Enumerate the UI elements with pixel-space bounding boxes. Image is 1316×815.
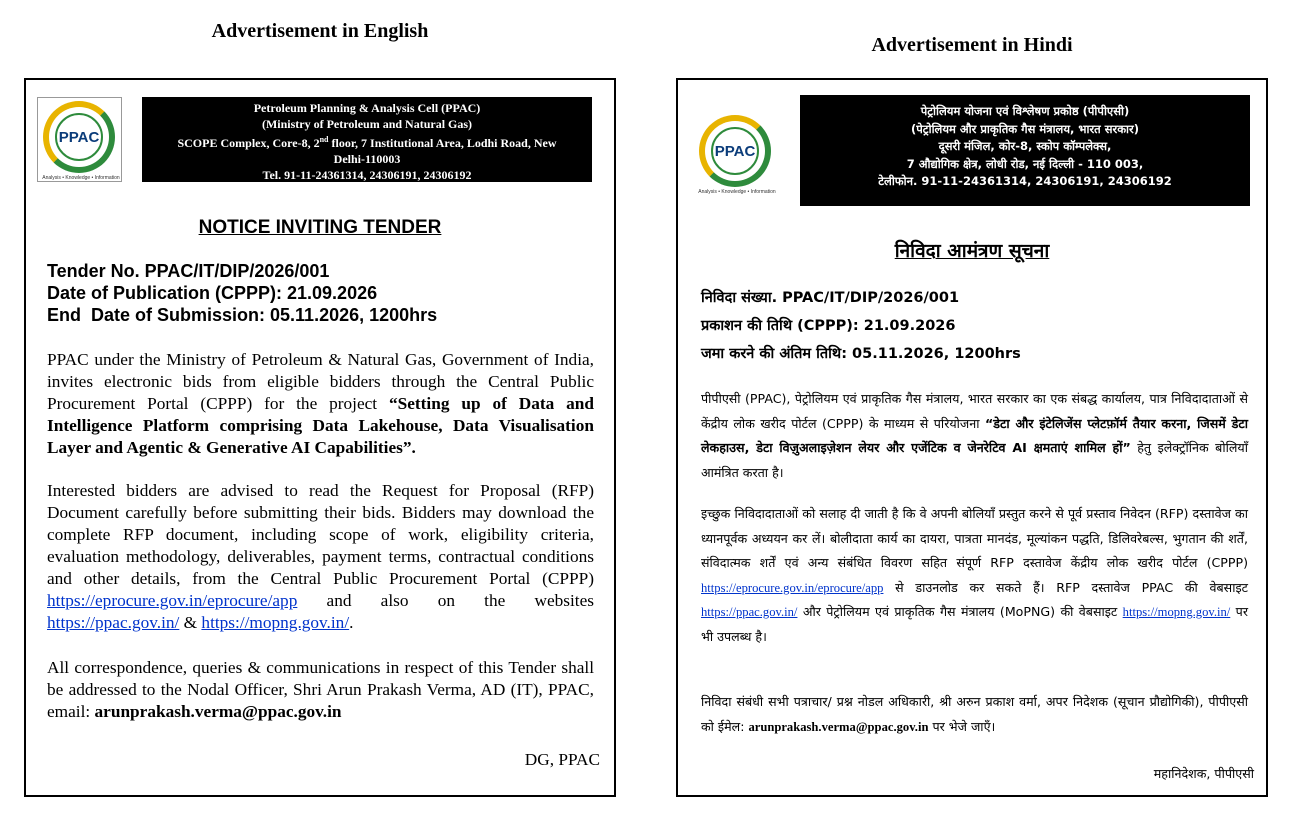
paragraph-rfp: Interested bidders are advised to read the Request for Proposal (RFP) Document carefully before submitting their bids. Bidders may download the complete RFP document, including scope of work, eligibility criteria, evaluation methodology, deliverables, payment terms, contractual conditions and other details, from the Central Public Procurement Portal (CPPP) https://eprocure.gov.in/eprocure/app and also on the websites https://ppac.gov.in/ & https://mopng.gov.in/. bbox=[47, 481, 594, 632]
logo-tagline: Analysis • Knowledge • Information bbox=[698, 189, 776, 195]
caption-hindi: Advertisement in Hindi bbox=[871, 34, 1073, 56]
header-line: SCOPE Complex, Core-8, 2nd floor, 7 Institutional Area, Lodhi Road, New bbox=[177, 135, 557, 150]
ppac-logo bbox=[695, 113, 779, 197]
ppac-link[interactable]: https://ppac.gov.in/ bbox=[701, 605, 798, 619]
tender-details bbox=[701, 284, 1021, 368]
publication-date: Date of Publication (CPPP): 21.09.2026 bbox=[47, 283, 378, 303]
cppp-link[interactable]: https://eprocure.gov.in/eprocure/app bbox=[47, 591, 298, 610]
tender-number: Tender No. PPAC/IT/DIP/2026/001 bbox=[47, 261, 330, 281]
header-line: टेलीफोन. 91-11-24361314, 24306191, 24306192 bbox=[878, 174, 1172, 188]
organisation-header bbox=[800, 95, 1250, 206]
header-line: Petroleum Planning & Analysis Cell (PPAC) bbox=[253, 101, 481, 115]
notice-title: NOTICE INVITING TENDER bbox=[198, 217, 442, 238]
header-line: Delhi-110003 bbox=[333, 152, 401, 166]
submission-end-date: जमा करने की अंतिम तिथि: 05.11.2026, 1200hrs bbox=[701, 346, 1021, 362]
mopng-link[interactable]: https://mopng.gov.in/ bbox=[1122, 605, 1231, 619]
header-line: 7 औद्योगिक क्षेत्र, लोधी रोड, नई दिल्ली - 110 003, bbox=[906, 156, 1144, 171]
logo-ring bbox=[43, 101, 115, 173]
logo-text: PPAC bbox=[55, 113, 103, 161]
nodal-email: arunprakash.verma@ppac.gov.in bbox=[748, 719, 929, 734]
ppac-logo bbox=[39, 99, 123, 183]
logo-tagline: Analysis • Knowledge • Information bbox=[42, 175, 120, 181]
signature: DG, PPAC bbox=[524, 750, 600, 769]
organisation-header bbox=[142, 97, 592, 182]
header-line: दूसरी मंजिल, कोर-8, स्कोप कॉम्पलेक्स, bbox=[938, 139, 1112, 153]
paragraph-correspondence: निविदा संबंधी सभी पत्राचार/ प्रश्न नोडल अधिकारी, श्री अरुन प्रकाश वर्मा, अपर निदेशक (सूचान प्रौद्योगिकी), पीपीएसी को ईमेल: arunprakash.verma@ppac.gov.in पर भेजे जाएँ। bbox=[701, 694, 1248, 734]
notice-title: निविदा आमंत्रण सूचना bbox=[894, 240, 1050, 262]
ppac-link[interactable]: https://ppac.gov.in/ bbox=[47, 613, 180, 632]
tender-details bbox=[47, 260, 437, 326]
header-line: पेट्रोलियम योजना एवं विश्लेषण प्रकोष्ठ (पीपीएसी) bbox=[920, 104, 1130, 118]
header-line: (पेट्रोलियम और प्राकृतिक गैस मंत्रालय, भारत सरकार) bbox=[911, 121, 1139, 136]
nodal-email: arunprakash.verma@ppac.gov.in bbox=[94, 702, 342, 721]
cppp-link[interactable]: https://eprocure.gov.in/eprocure/app bbox=[701, 580, 884, 595]
logo-ring bbox=[699, 115, 771, 187]
paragraph-correspondence: All correspondence, queries & communications in respect of this Tender shall be addressed to the Nodal Officer, Shri Arun Prakash Verma, AD (IT), PPAC, email: arunprakash.verma@ppac.gov.in bbox=[47, 658, 594, 721]
paragraph-invitation: पीपीएसी (PPAC), पेट्रोलियम एवं प्राकृतिक गैस मंत्रालय, भारत सरकार का एक संबद्ध कार्यालय, पात्र निविदादाताओं से केंद्रीय लोक खरीद पोर्टल (CPPP) के माध्यम से परियोजना “डेटा और इंटेलिजेंस प्लेटफ़ॉर्म तैयार करना, जिसमें डेटा लेकहाउस, डेटा विज़ुअलाइज़ेशन लेयर और एजेंटिक व जेनरेटिव AI क्षमताएं शामिल हों” हेतु इलेक्ट्रॉनिक बोलियाँ आमंत्रित करता है। bbox=[701, 391, 1249, 480]
advertisement-hindi bbox=[676, 78, 1268, 797]
mopng-link[interactable]: https://mopng.gov.in/ bbox=[201, 613, 350, 632]
paragraph-invitation: PPAC under the Ministry of Petroleum & Natural Gas, Government of India, invites electronic bids from eligible bidders through the Central Public Procurement Portal (CPPP) for the project “Setting up of Data and Intelligence Platform comprising Data Lakehouse, Data Visualisation Layer and Agentic & Generative AI Capabilities”. bbox=[47, 350, 594, 457]
caption-english: Advertisement in English bbox=[211, 20, 429, 42]
signature: महानिदेशक, पीपीएसी bbox=[1153, 766, 1254, 781]
tender-number: निविदा संख्या. PPAC/IT/DIP/2026/001 bbox=[701, 290, 960, 306]
header-line: (Ministry of Petroleum and Natural Gas) bbox=[261, 117, 473, 131]
logo-text: PPAC bbox=[711, 127, 759, 175]
submission-end-date: End Date of Submission: 05.11.2026, 1200hrs bbox=[47, 305, 438, 325]
header-line: Tel. 91-11-24361314, 24306191, 24306192 bbox=[262, 168, 472, 182]
advertisement-english bbox=[24, 78, 616, 797]
paragraph-rfp: इच्छुक निविदादाताओं को सलाह दी जाती है कि वे अपनी बोलियाँ प्रस्तुत करने से पूर्व प्रस्ताव निवेदन (RFP) दस्तावेज का ध्यानपूर्वक अध्ययन कर लें। बोलीदाता कार्य का दायरा, पात्रता मानदंड, मूल्यांकन पद्धति, डिलिवरेबल्स, भुगतान की शर्तें, संविदात्मक शर्तें एवं अन्य संबंधित विवरण सहित संपूर्ण RFP दस्तावेज केंद्रीय लोक खरीद पोर्टल (CPPP) https://eprocure.gov.in/eprocure/app से डाउनलोड कर सकते हैं। RFP दस्तावेज PPAC की वेबसाइट https://ppac.gov.in/ और पेट्रोलियम एवं प्राकृतिक गैस मंत्रालय (MoPNG) की वेबसाइट https://mopng.gov.in/ पर भी उपलब्ध है। bbox=[701, 506, 1248, 644]
publication-date: प्रकाशन की तिथि (CPPP): 21.09.2026 bbox=[701, 318, 956, 334]
